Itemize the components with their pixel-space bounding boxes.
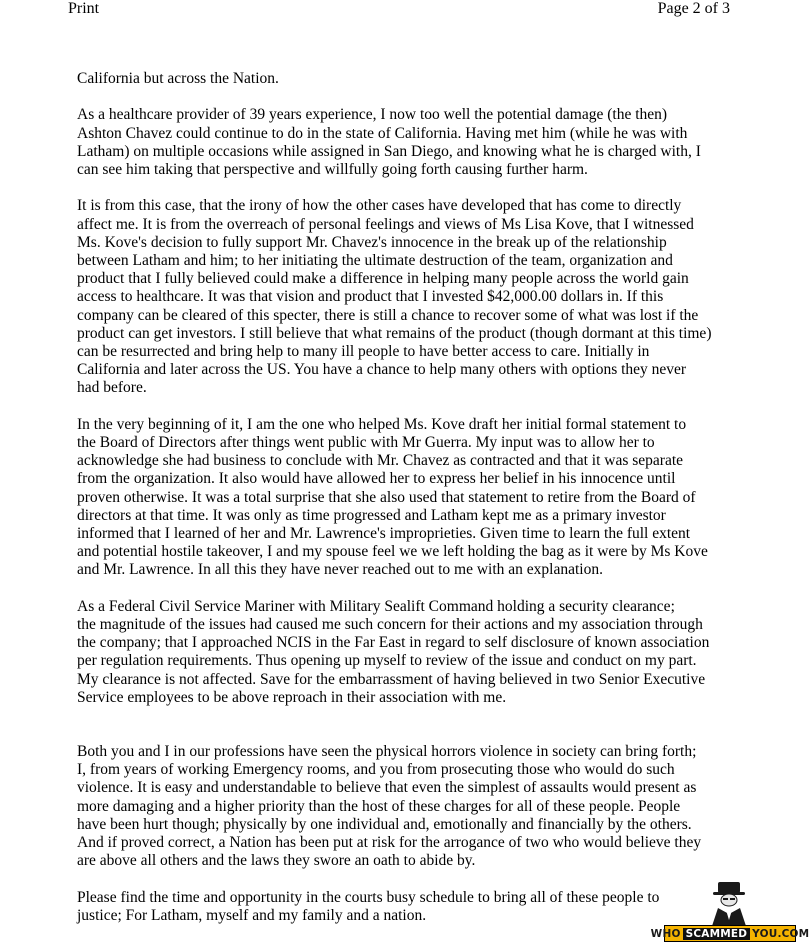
watermark-text-who: WHO bbox=[650, 927, 681, 940]
paragraph-healthcare-provider: As a healthcare provider of 39 years experience, I now too well the potential damage (the then) Ashton Chavez could continue to do in the state of California. Having met him (while he was with Latham) on multiple occasions while assigned in San Diego, and knowing what he is charged with, I can see him taking that perspective and willfully going forth causing further harm. bbox=[77, 106, 701, 178]
watermark-text-you: YOU.COM bbox=[752, 927, 809, 940]
print-label: Print bbox=[68, 0, 100, 17]
watermark-text-scammed: SCAMMED bbox=[683, 928, 751, 940]
watermark-logo bbox=[650, 880, 809, 942]
paragraph-board-statement: In the very beginning of it, I am the one who helped Ms. Kove draft her initial formal statement to the Board of Directors after things went public with Mr Guerra. My input was to allow her to acknowledge she had business to conclude with Mr. Chavez as contracted and that it was separate from the organization. It also would have allowed her to express her belief in his innocence until proven otherwise. It was a total surprise that she also used that statement to retire from the Board of directors at that time. It was only as time progressed and Latham kept me as a primary investor informed that I learned of her and Mr. Lawrence's improprieties. Given time to learn the full extent and potential hostile takeover, I and my spouse feel we we left holding the bag as it were by Ms Kove and Mr. Lawrence. In all this they have never reached out to me with an explanation. bbox=[77, 415, 708, 579]
hat-man-icon bbox=[704, 880, 754, 926]
paragraph-closing-request: Please find the time and opportunity in the courts busy schedule to bring all of these people to justice; For Latham, myself and my family and a nation. bbox=[77, 888, 660, 924]
letter-body bbox=[77, 70, 727, 943]
paragraph-security-clearance: As a Federal Civil Service Mariner with Military Sealift Command holding a security clearance; the magnitude of the issues had caused me such concern for their actions and my association through the company; that I approached NCIS in the Far East in regard to self disclosure of known association per regulation requirements. Thus opening up myself to review of the issue and conduct on my part. My clearance is not affected. Save for the embarrassment of having believed in two Senior Executive Service employees to be above reproach in their association with me. bbox=[77, 597, 710, 706]
page-number-label: Page 2 of 3 bbox=[657, 0, 730, 17]
watermark-banner bbox=[650, 925, 809, 942]
paragraph-continuation: California but across the Nation. bbox=[77, 70, 279, 87]
paragraph-professions: Both you and I in our professions have seen the physical horrors violence in society can bring forth; I, from years of working Emergency rooms, and you from prosecuting those who would do such violence. It is easy and understandable to believe that even the simplest of assaults would present as more damaging and a higher priority than the host of these charges for all of these people. People have been hurt though; physically by one individual and, emotionally and financially by the others. And if proved correct, a Nation has been put at risk for the arrogance of two who would believe they are above all others and the laws they swore an oath to abide by. bbox=[77, 743, 702, 870]
paragraph-irony-of-cases: It is from this case, that the irony of how the other cases have developed that has come to directly affect me. It is from the overreach of personal feelings and views of Ms Lisa Kove, that I witnessed Ms. Kove's decision to fully support Mr. Chavez's innocence in the break up of the relationship between Latham and him; to her initiating the ultimate destruction of the team, organization and product that I fully believed could make a difference in helping many people across the world gain access to healthcare. It was that vision and product that I invested $42,000.00 dollars in. If this company can be cleared of this specter, there is still a chance to recover some of what was lost if the product can get investors. I still believe that what remains of the product (though dormant at this time) can be resurrected and bring help to many ill people to have better access to care. Initially in California and later across the US. You have a chance to help many others with options they never had before. bbox=[77, 197, 712, 397]
